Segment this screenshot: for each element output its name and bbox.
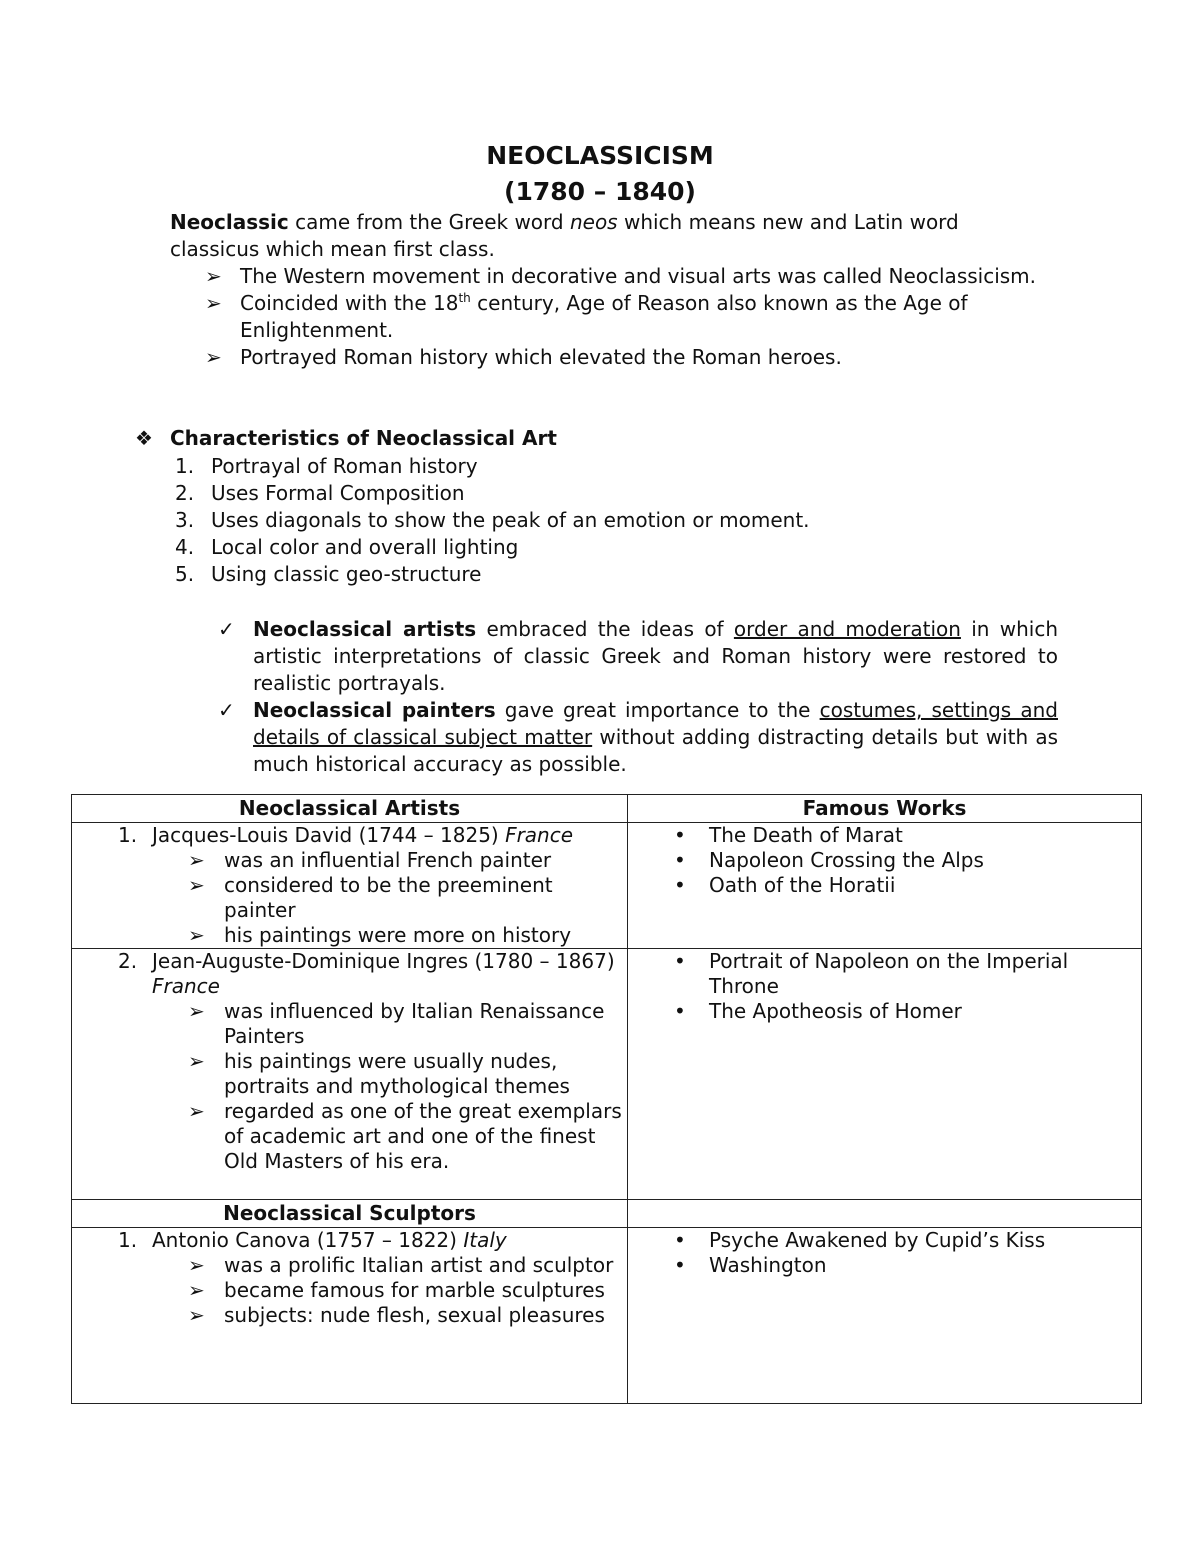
list-item: ➢ considered to be the preeminent painter	[188, 873, 553, 922]
intro-text-2: which means new and Latin word classicus which mean first class.	[170, 210, 959, 261]
arrow-bullet-icon: ➢	[188, 1303, 205, 1327]
page-dates: (1780 – 1840)	[504, 177, 696, 206]
list-item: 3. Uses diagonals to show the peak of an emotion or moment.	[175, 508, 810, 532]
list-item: • Oath of the Horatii	[674, 873, 896, 897]
arrow-bullet-icon: ➢	[188, 923, 205, 947]
list-item: ➢ his paintings were usually nudes, portraits and mythological themes	[188, 1049, 570, 1098]
check-item-artists: ✓ Neoclassical artists embraced the ideas of order and moderation in which artistic interpretations of classic Greek and Roman history were restored to realistic portrayals.	[218, 617, 1059, 695]
arrow-bullet-icon: ➢	[205, 345, 222, 369]
dot-bullet-icon: •	[674, 999, 686, 1023]
intro-bullet: ➢ Coincided with the 18th century, Age of Reason also known as the Age of Enlightenment.	[205, 291, 968, 342]
intro-text-1: came from the Greek word	[288, 210, 570, 234]
dot-bullet-icon: •	[674, 1228, 686, 1252]
table-row	[72, 1228, 1142, 1404]
works-cell	[628, 1228, 1142, 1404]
intro-paragraph	[170, 209, 1050, 263]
list-item: • Portrait of Napoleon on the Imperial Throne	[674, 949, 1069, 998]
arrow-bullet-icon: ➢	[188, 873, 205, 897]
table-subheader-row	[72, 1200, 1142, 1228]
arrow-bullet-icon: ➢	[188, 1099, 205, 1123]
arrow-bullet-icon: ➢	[188, 848, 205, 872]
artist-name: 1. Antonio Canova (1757 – 1822) Italy	[118, 1228, 507, 1252]
table-header-row	[72, 795, 1142, 823]
artists-table	[71, 794, 1142, 1404]
list-item: • Washington	[674, 1253, 827, 1277]
artist-cell	[72, 823, 628, 949]
sculptors-header: Neoclassical Sculptors	[72, 1200, 628, 1228]
dot-bullet-icon: •	[674, 873, 686, 897]
dot-bullet-icon: •	[674, 949, 686, 973]
check-list	[218, 616, 1058, 778]
list-item: 4. Local color and overall lighting	[175, 535, 519, 559]
intro-bullet: ➢ Portrayed Roman history which elevated the Roman heroes.	[205, 345, 842, 369]
works-cell	[628, 823, 1142, 949]
works-list	[628, 1228, 1141, 1278]
empty-cell	[628, 1200, 1142, 1228]
artist-cell	[72, 949, 628, 1200]
list-item: ➢ his paintings were more on history	[188, 923, 572, 947]
superscript: th	[458, 291, 471, 305]
works-list	[628, 823, 1141, 898]
col-header-works: Famous Works	[628, 795, 1142, 823]
artist-name: 1. Jacques-Louis David (1744 – 1825) France	[118, 823, 574, 847]
arrow-bullet-icon: ➢	[205, 291, 222, 315]
works-list	[628, 949, 1141, 1024]
artist-cell	[72, 1228, 628, 1404]
artist-facts	[72, 848, 627, 948]
characteristics-list	[175, 453, 810, 588]
artist-facts	[72, 1253, 627, 1328]
list-item: ➢ subjects: nude flesh, sexual pleasures	[188, 1303, 605, 1327]
list-item: ➢ was influenced by Italian Renaissance Painters	[188, 999, 605, 1048]
list-item: 1. Portrayal of Roman history	[175, 454, 478, 478]
list-item: • The Apotheosis of Homer	[674, 999, 962, 1023]
check-item-painters: ✓ Neoclassical painters gave great importance to the costumes, settings and details of classical subject matter without adding distracting details but with as much historical accuracy as possible.	[218, 698, 1058, 776]
list-item: 5. Using classic geo-structure	[175, 562, 482, 586]
check-icon: ✓	[218, 617, 235, 641]
list-item: ➢ became famous for marble sculptures	[188, 1278, 605, 1302]
intro-neos: neos	[569, 210, 618, 234]
intro-term: Neoclassic	[170, 210, 289, 234]
artist-facts	[72, 999, 627, 1174]
intro-bullet: ➢ The Western movement in decorative and visual arts was called Neoclassicism.	[205, 264, 1037, 288]
list-item: ➢ regarded as one of the great exemplars of academic art and one of the finest Old Masters of his era.	[188, 1099, 622, 1173]
arrow-bullet-icon: ➢	[188, 1278, 205, 1302]
table-row	[72, 949, 1142, 1200]
list-item: ➢ was an influential French painter	[188, 848, 552, 872]
page-title: NEOCLASSICISM	[486, 141, 714, 170]
list-item: • The Death of Marat	[674, 823, 903, 847]
artist-name: 2. Jean-Auguste-Dominique Ingres (1780 – 1867) France	[118, 949, 615, 998]
col-header-artists: Neoclassical Artists	[72, 795, 628, 823]
check-icon: ✓	[218, 698, 235, 722]
arrow-bullet-icon: ➢	[205, 264, 222, 288]
works-cell	[628, 949, 1142, 1200]
dot-bullet-icon: •	[674, 823, 686, 847]
dot-bullet-icon: •	[674, 1253, 686, 1277]
list-item: • Napoleon Crossing the Alps	[674, 848, 984, 872]
dot-bullet-icon: •	[674, 848, 686, 872]
arrow-bullet-icon: ➢	[188, 1049, 205, 1073]
list-item: • Psyche Awakened by Cupid’s Kiss	[674, 1228, 1046, 1252]
list-item: ➢ was a prolific Italian artist and sculptor	[188, 1253, 614, 1277]
arrow-bullet-icon: ➢	[188, 999, 205, 1023]
diamond-bullet-icon: ❖	[135, 426, 153, 450]
table-row	[72, 823, 1142, 949]
arrow-bullet-icon: ➢	[188, 1253, 205, 1277]
intro-bullet-list	[205, 263, 1065, 371]
characteristics-heading: ❖ Characteristics of Neoclassical Art	[135, 426, 557, 450]
list-item: 2. Uses Formal Composition	[175, 481, 465, 505]
